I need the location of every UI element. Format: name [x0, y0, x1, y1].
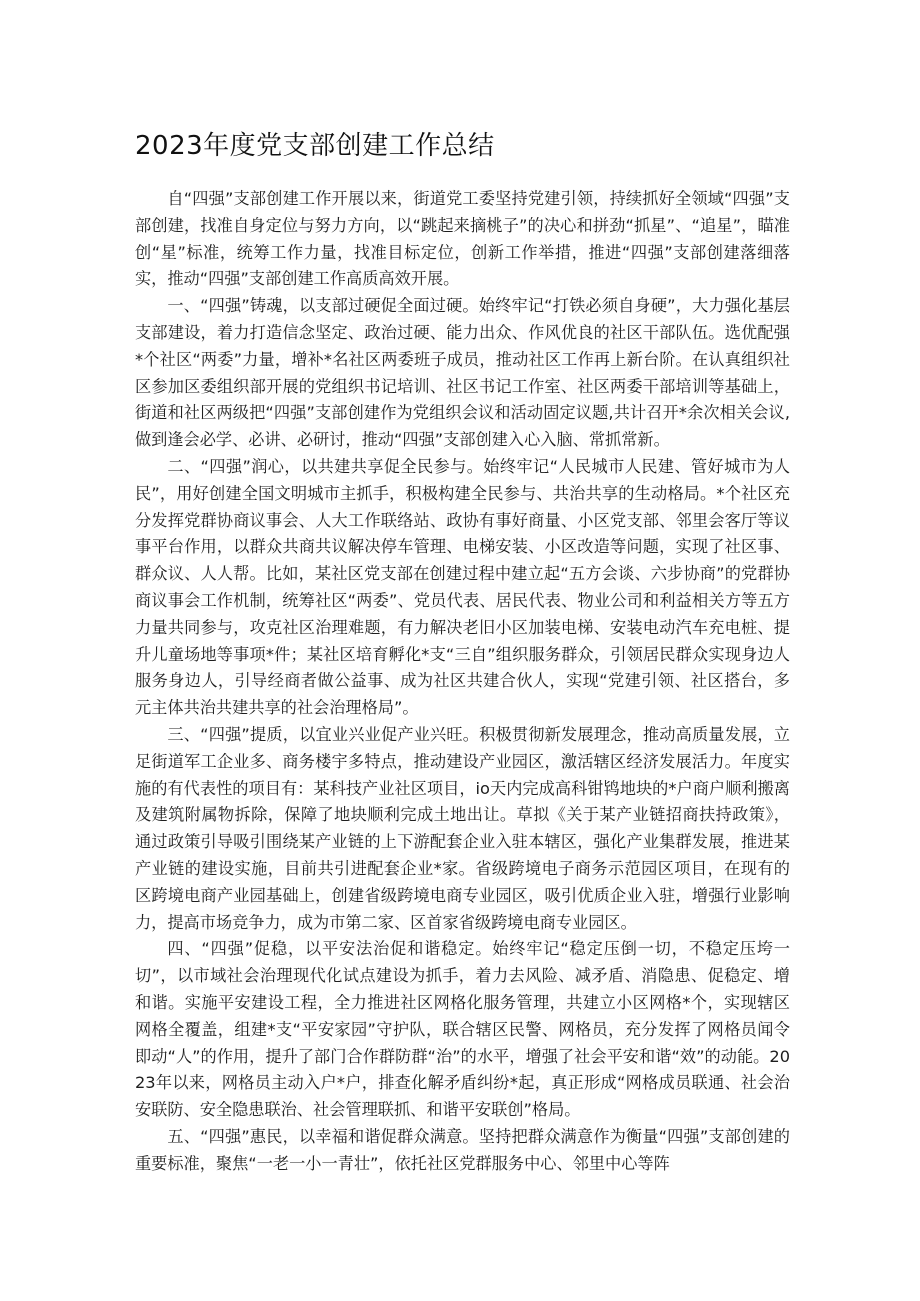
- section-3-paragraph: 三、“四强”提质，以宜业兴业促产业兴旺。积极贯彻新发展理念，推动高质量发展，立足街道军工企业多、商务楼宇多特点，推动建设产业园区，激活辖区经济发展活力。年度实施的有代表性的项目有：某科技产业社区项目，io天内完成高科钳鸨地块的*户商户顺利搬离及建筑附属物拆除，保障了地块顺利完成土地出让。草拟《关于某产业链招商扶持政策》，通过政策引导吸引围绕某产业链的上下游配套企业入驻本辖区，强化产业集群发展，推进某产业链的建设实施，目前共引进配套企业*家。省级跨境电子商务示范园区项目，在现有的区跨境电商产业园基础上，创建省级跨境电商专业园区，吸引优质企业入驻，增强行业影响力，提高市场竞争力，成为市第二家、区首家省级跨境电商专业园区。: [135, 724, 790, 932]
- document-body: [135, 128, 790, 1177]
- section-4-paragraph: 四、“四强”促稳，以平安法治促和谐稳定。始终牢记“稳定压倒一切，不稳定压垮一切”，以市域社会治理现代化试点建设为抓手，着力去风险、减矛盾、消隐患、促稳定、增和谐。实施平安建设工程，全力推进社区网格化服务管理，共建立小区网格*个，实现辖区网格全覆盖，组建*支“平安家园”守护队，联合辖区民警、网格员，充分发挥了网格员闻令即动“人”的作用，提升了部门合作群防群“治”的水平，增强了社会平安和谐“效”的动能。2023年以来，网格员主动入户*户，排查化解矛盾纠纷*起，真正形成“网格成员联通、社会治安联防、安全隐患联治、社会管理联抓、和谐平安联创”格局。: [135, 939, 790, 1120]
- intro-paragraph: 自“四强”支部创建工作开展以来，街道党工委坚持党建引领，持续抓好全领域“四强”支部创建，找准自身定位与努力方向，以“跳起来摘桃子”的决心和拼劲“抓星”、“追星”，瞄准创“星”标准，统筹工作力量，找准目标定位，创新工作举措，推进“四强”支部创建落细落实，推动“四强”支部创建工作高质高效开展。: [135, 189, 790, 289]
- document-title: 2023年度党支部创建工作总结: [135, 131, 495, 161]
- section-2-paragraph: 二、“四强”润心，以共建共享促全民参与。始终牢记“人民城市人民建、管好城市为人民”，用好创建全国文明城市主抓手，积极构建全民参与、共治共享的生动格局。*个社区充分发挥党群协商议事会、人大工作联络站、政协有事好商量、小区党支部、邻里会客厅等议事平台作用，以群众共商共议解决停车管理、电梯安装、小区改造等问题，实现了社区事、群众议、人人帮。比如，某社区党支部在创建过程中建立起“五方会谈、六步协商”的党群协商议事会工作机制，统筹社区“两委”、党员代表、居民代表、物业公司和利益相关方等五方力量共同参与，攻克社区治理难题，有力解决老旧小区加装电梯、安装电动汽车充电桩、提升儿童场地等事项*件；某社区培育孵化*支“三自”组织服务群众，引领居民群众实现身边人服务身边人，引导经商者做公益事、成为社区共建合伙人，实现“党建引领、社区搭台，多元主体共治共建共享的社会治理格局”。: [135, 456, 790, 718]
- section-1-paragraph: 一、“四强”铸魂，以支部过硬促全面过硬。始终牢记“打铁必须自身硬”，大力强化基层支部建设，着力打造信念坚定、政治过硬、能力出众、作风优良的社区干部队伍。选优配强*个社区“两委”力量，增补*名社区两委班子成员，推动社区工作再上新台阶。在认真组织社区参加区委组织部开展的党组织书记培训、社区书记工作室、社区两委干部培训等基础上，街道和社区两级把“四强”支部创建作为党组织会议和活动固定议题,共计召开*余次相关会议,做到逢会必学、必讲、必研讨，推动“四强”支部创建入心入脑、常抓常新。: [135, 296, 790, 450]
- section-5-paragraph: 五、“四强”惠民，以幸福和谐促群众满意。坚持把群众满意作为衡量“四强”支部创建的重要标准，聚焦“一老一小一青壮”，依托社区党群服务中心、邻里中心等阵: [135, 1126, 790, 1173]
